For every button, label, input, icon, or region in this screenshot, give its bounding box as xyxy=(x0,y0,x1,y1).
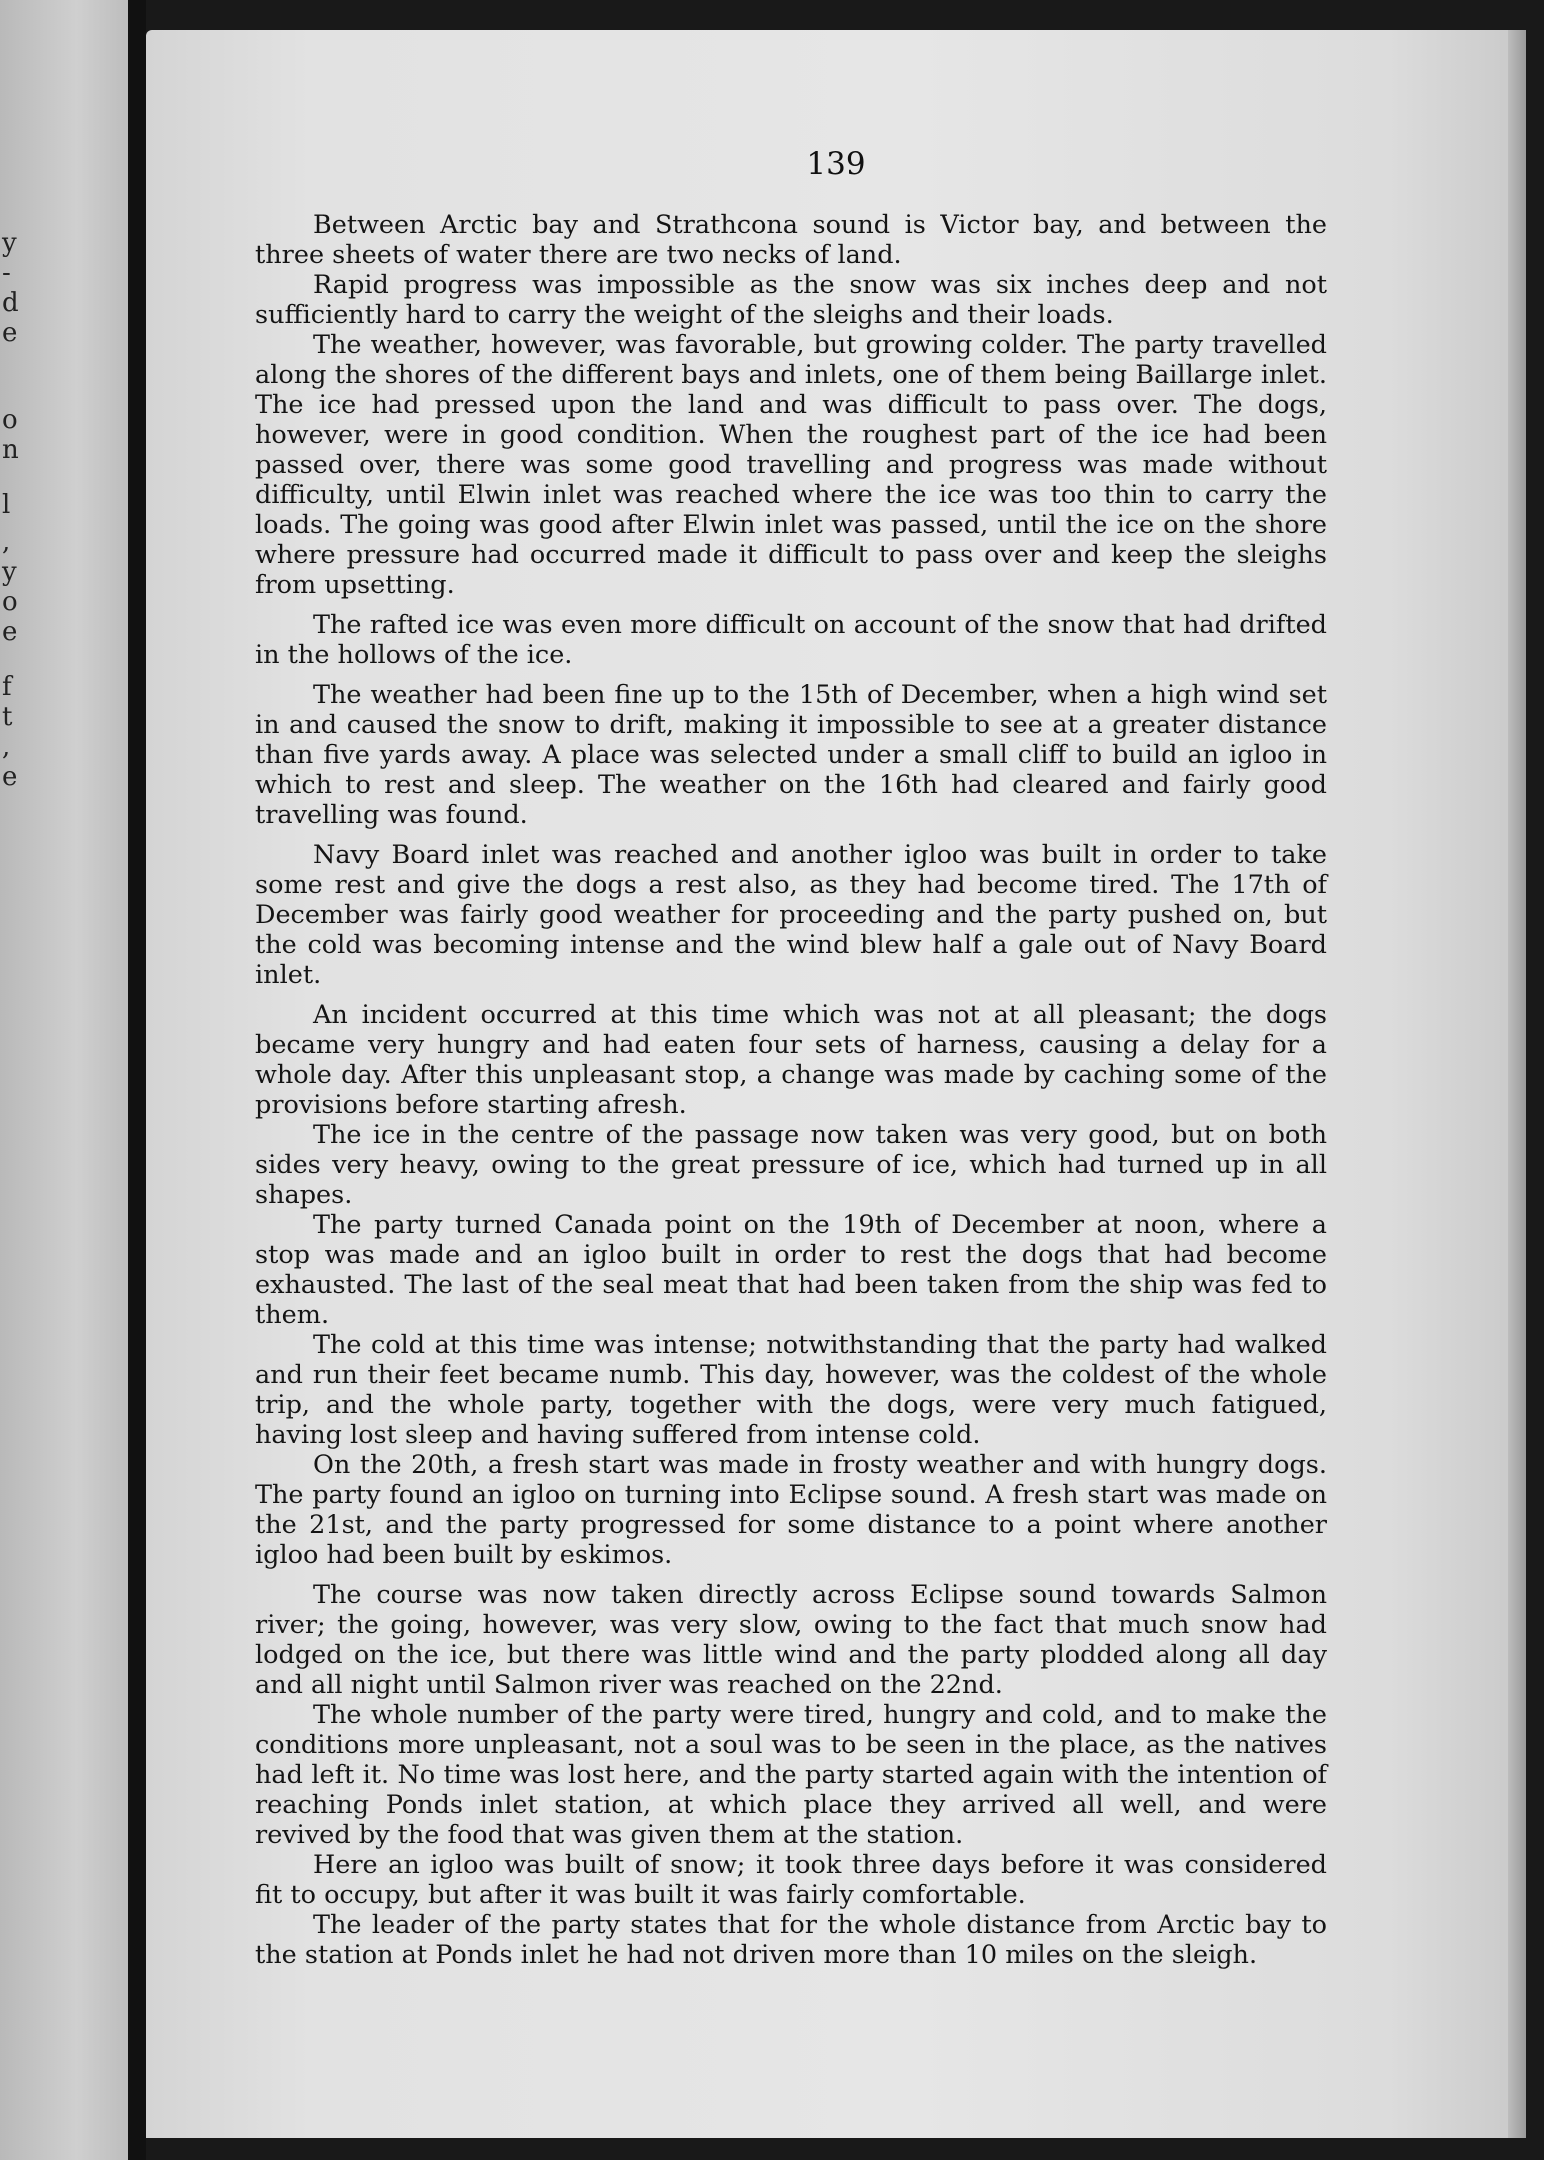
prev-page-letter: e xyxy=(2,318,18,348)
prev-page-letter: e xyxy=(2,762,18,792)
page-body-text xyxy=(255,210,1327,1970)
paragraph: On the 20th, a fresh start was made in frosty weather and with hungry dogs. The party found an igloo on turning into Eclipse sound. A fresh start was made on the 21st, and the party progressed for some distance to a point where another igloo had been built by eskimos. xyxy=(255,1450,1327,1570)
prev-page-letter: o xyxy=(2,587,18,617)
paragraph: Between Arctic bay and Strathcona sound is Victor bay, and between the three sheets of water there are two necks of land. xyxy=(255,210,1327,270)
prev-page-letter: n xyxy=(2,435,19,465)
paragraph: An incident occurred at this time which was not at all pleasant; the dogs became very hungry and had eaten four sets of harness, causing a delay for a whole day. After this unpleasant stop, a change was made by caching some of the provisions before starting afresh. xyxy=(255,1000,1327,1120)
paragraph: Navy Board inlet was reached and another igloo was built in order to take some rest and give the dogs a rest also, as they had become tired. The 17th of December was fairly good weather for proceeding and the party pushed on, but the cold was becoming intense and the wind blew half a gale out of Navy Board inlet. xyxy=(255,840,1327,990)
previous-page-edge xyxy=(0,0,128,2160)
prev-page-letter: e xyxy=(2,617,18,647)
paragraph: The weather had been fine up to the 15th of December, when a high wind set in and caused the snow to drift, making it impossible to see at a greater distance than five yards away. A place was selected under a small cliff to build an igloo in which to rest and sleep. The weather on the 16th had cleared and fairly good travelling was found. xyxy=(255,680,1327,830)
paragraph: The cold at this time was intense; notwithstanding that the party had walked and run their feet became numb. This day, however, was the coldest of the whole trip, and the whole party, together with the dogs, were very much fatigued, having lost sleep and having suffered from intense cold. xyxy=(255,1330,1327,1450)
prev-page-letter: , xyxy=(2,732,11,762)
book-gutter xyxy=(128,0,146,2160)
page-edge-shadow xyxy=(1508,30,1526,2138)
paragraph: The rafted ice was even more difficult on account of the snow that had drifted in the hollows of the ice. xyxy=(255,610,1327,670)
prev-page-letter: - xyxy=(2,258,11,288)
book-page xyxy=(146,30,1526,2138)
prev-page-letter: o xyxy=(2,405,18,435)
paragraph: The whole number of the party were tired, hungry and cold, and to make the conditions more unpleasant, not a soul was to be seen in the place, as the natives had left it. No time was lost here, and the party started again with the intention of reaching Ponds inlet station, at which place they arrived all well, and were revived by the food that was given them at the station. xyxy=(255,1700,1327,1850)
paragraph: The leader of the party states that for the whole distance from Arctic bay to the station at Ponds inlet he had not driven more than 10 miles on the sleigh. xyxy=(255,1910,1327,1970)
paragraph: The ice in the centre of the passage now taken was very good, but on both sides very heavy, owing to the great pressure of ice, which had turned up in all shapes. xyxy=(255,1120,1327,1210)
paragraph: The weather, however, was favorable, but growing colder. The party travelled along the shores of the different bays and inlets, one of them being Baillarge inlet. The ice had pressed upon the land and was difficult to pass over. The dogs, however, were in good condition. When the roughest part of the ice had been passed over, there was some good travelling and progress was made without difficulty, until Elwin inlet was reached where the ice was too thin to carry the loads. The going was good after Elwin inlet was passed, until the ice on the shore where pressure had occurred made it difficult to pass over and keep the sleighs from upsetting. xyxy=(255,330,1327,600)
prev-page-letter: f xyxy=(2,672,12,702)
paragraph: The course was now taken directly across Eclipse sound towards Salmon river; the going, however, was very slow, owing to the fact that much snow had lodged on the ice, but there was little wind and the party plodded along all day and all night until Salmon river was reached on the 22nd. xyxy=(255,1580,1327,1700)
prev-page-letter: , xyxy=(2,527,11,557)
paragraph: Rapid progress was impossible as the snow was six inches deep and not sufficiently hard to carry the weight of the sleighs and their loads. xyxy=(255,270,1327,330)
paragraph: The party turned Canada point on the 19th of December at noon, where a stop was made and an igloo built in order to rest the dogs that had become exhausted. The last of the seal meat that had been taken from the ship was fed to them. xyxy=(255,1210,1327,1330)
prev-page-letter: d xyxy=(2,288,19,318)
prev-page-letter: y xyxy=(2,228,17,258)
prev-page-letter: y xyxy=(2,557,17,587)
prev-page-letter: t xyxy=(2,702,13,732)
paragraph: Here an igloo was built of snow; it took three days before it was considered fit to occupy, but after it was built it was fairly comfortable. xyxy=(255,1850,1327,1910)
page-number: 139 xyxy=(806,146,866,182)
prev-page-letter: l xyxy=(2,490,11,520)
